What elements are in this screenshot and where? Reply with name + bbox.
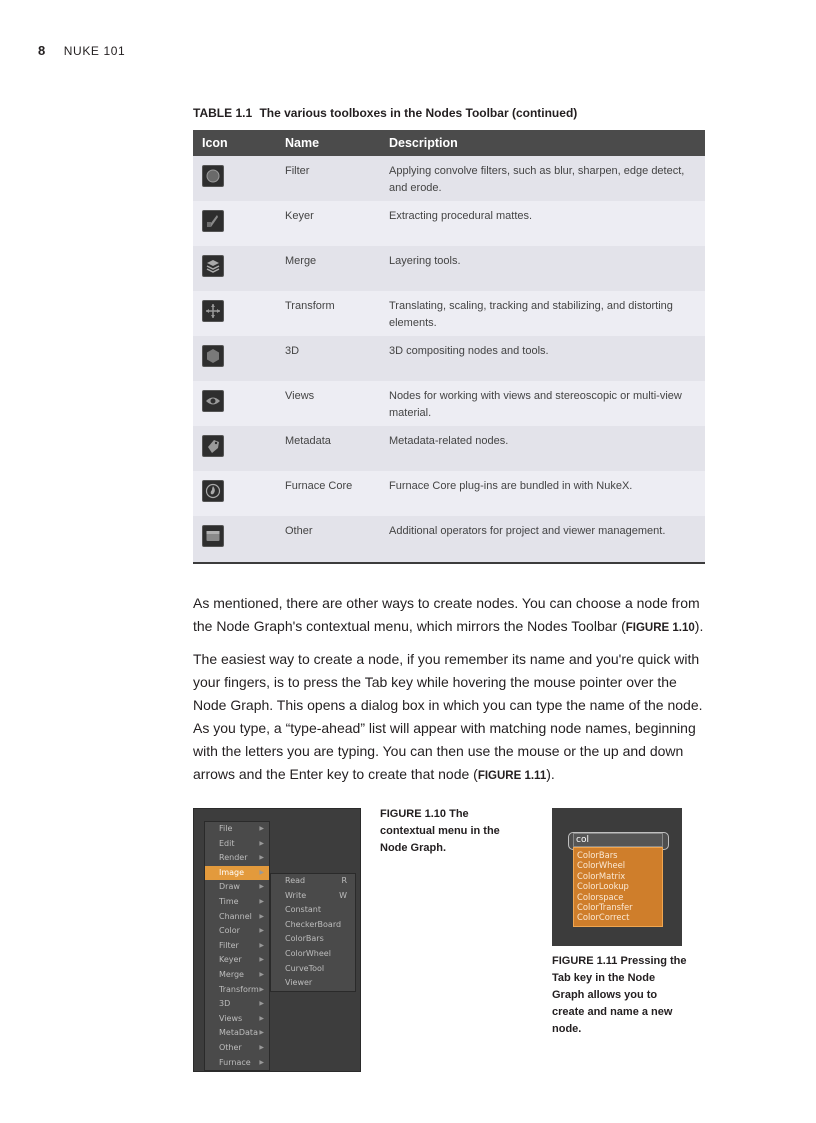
para2-text: The easiest way to create a node, if you remember its name and you're quick with your fingers, is to press the Tab key while hovering the mouse pointer over the Node Graph. This opens a dialog box in which you can type the name of the node. As you type, a “type-ahead” list will appear with matching node names, beginning with the letters you are typing. You can then use the mouse or the up and down arrows and the Enter key to create that node (: [193, 651, 703, 782]
table-row: [193, 471, 705, 516]
table-row: [193, 426, 705, 471]
row-description: Layering tools.: [389, 255, 461, 267]
row-description: Furnace Core plug-ins are bundled in with NukeX.: [389, 480, 633, 492]
chevron-right-icon: ▶: [259, 854, 264, 862]
row-description: Applying convolve filters, such as blur, sharpen, edge detect, and erode.: [389, 165, 685, 194]
typeahead-list: [573, 847, 663, 927]
image-submenu: [270, 873, 356, 992]
typeahead-item[interactable]: ColorWheel: [577, 860, 626, 871]
chevron-right-icon: ▶: [259, 1058, 264, 1066]
figure-1-10-label: FIGURE 1.10: [380, 808, 447, 820]
menu-item-metadata[interactable]: MetaData ▶: [205, 1026, 269, 1041]
book-title: NUKE 101: [63, 44, 126, 58]
typeahead-item[interactable]: ColorLookup: [577, 881, 629, 892]
menu-item-keyer[interactable]: Keyer ▶: [205, 953, 269, 968]
keyer-icon: [202, 210, 224, 232]
3d-icon: [202, 345, 224, 367]
submenu-item-read[interactable]: Read R: [285, 876, 347, 885]
submenu-item-viewer[interactable]: Viewer: [285, 978, 313, 988]
table-row: [193, 291, 705, 336]
toolbox-table: [193, 130, 705, 564]
para1-text: As mentioned, there are other ways to create nodes. You can choose a node from the Node Graph's contextual menu, which mirrors the Nodes Toolbar (: [193, 595, 700, 634]
chevron-right-icon: ▶: [259, 941, 264, 949]
transform-icon: [202, 300, 224, 322]
row-name: Merge: [285, 255, 317, 267]
typeahead-item[interactable]: ColorBars: [577, 850, 618, 860]
figure-1-10-text: The contextual menu in the Node Graph.: [380, 808, 500, 854]
chevron-right-icon: ▶: [259, 912, 264, 920]
other-icon: [202, 525, 224, 547]
chevron-right-icon: ▶: [259, 1000, 264, 1008]
chevron-right-icon: ▶: [259, 1014, 264, 1022]
column-header-name: Name: [285, 130, 389, 156]
row-name: Furnace Core: [285, 480, 353, 492]
menu-item-3d[interactable]: 3D ▶: [205, 997, 269, 1012]
row-name: Keyer: [285, 210, 314, 222]
row-name: 3D: [285, 345, 300, 357]
menu-item-furnace[interactable]: Furnace ▶: [205, 1056, 269, 1071]
column-header-icon: Icon: [193, 130, 285, 156]
figure-ref-1-10: FIGURE 1.10: [625, 622, 695, 634]
menu-item-transform[interactable]: Transform ▶: [205, 983, 269, 998]
menu-item-render[interactable]: Render ▶: [205, 851, 269, 866]
menu-item-merge[interactable]: Merge ▶: [205, 968, 269, 983]
table-row: [193, 201, 705, 246]
submenu-item-checkerboard[interactable]: CheckerBoard: [285, 919, 342, 929]
metadata-icon: [202, 435, 224, 457]
submenu-item-curvetool[interactable]: CurveTool: [285, 963, 325, 973]
row-name: Views: [285, 390, 315, 402]
table-row: [193, 246, 705, 291]
menu-item-other[interactable]: Other ▶: [205, 1041, 269, 1056]
menu-item-file[interactable]: File ▶: [205, 822, 269, 837]
chevron-right-icon: ▶: [259, 1043, 264, 1051]
filter-icon: [202, 165, 224, 187]
row-description: Extracting procedural mattes.: [389, 210, 533, 222]
views-icon: [202, 390, 224, 412]
submenu-item-colorbars[interactable]: ColorBars: [285, 934, 324, 944]
chevron-right-icon: ▶: [259, 897, 264, 905]
submenu-item-write[interactable]: Write W: [285, 890, 347, 900]
submenu-item-constant[interactable]: Constant: [285, 905, 321, 915]
chevron-right-icon: ▶: [259, 927, 264, 935]
menu-item-color[interactable]: Color ▶: [205, 924, 269, 939]
submenu-item-colorwheel[interactable]: ColorWheel: [285, 948, 331, 958]
table-caption-label: TABLE 1.1: [193, 106, 253, 120]
table-row: [193, 336, 705, 381]
menu-item-image[interactable]: Image ▶: [205, 866, 269, 881]
column-header-description: Description: [389, 130, 705, 156]
context-menu: [204, 821, 270, 1071]
merge-icon: [202, 255, 224, 277]
typeahead-item[interactable]: Colorspace: [577, 891, 624, 902]
table-row: [193, 156, 705, 201]
chevron-right-icon: ▶: [259, 883, 264, 891]
typeahead-item[interactable]: ColorMatrix: [577, 870, 626, 881]
figure-ref-1-11: FIGURE 1.11: [477, 770, 547, 782]
table-header-row: [193, 130, 705, 156]
running-head: [38, 43, 125, 58]
chevron-right-icon: ▶: [259, 868, 264, 876]
row-name: Filter: [285, 165, 310, 177]
chevron-right-icon: ▶: [259, 985, 264, 993]
table-caption-text: The various toolboxes in the Nodes Toolbar (continued): [259, 106, 578, 120]
node-name-input[interactable]: col: [573, 833, 663, 847]
chevron-right-icon: ▶: [259, 825, 264, 832]
body-paragraph-1: [193, 592, 713, 640]
table-row: [193, 381, 705, 426]
figure-1-11-screenshot: [552, 808, 682, 946]
typeahead-item[interactable]: ColorTransfer: [577, 901, 633, 912]
figure-1-11-caption: [552, 953, 687, 1038]
menu-item-filter[interactable]: Filter ▶: [205, 939, 269, 954]
row-description: 3D compositing nodes and tools.: [389, 345, 549, 357]
figure-1-11-text: Pressing the Tab key in the Node Graph allows you to create and name a new node.: [552, 955, 687, 1035]
menu-item-time[interactable]: Time ▶: [205, 895, 269, 910]
row-description: Additional operators for project and viewer management.: [389, 525, 666, 537]
furnace-core-icon: [202, 480, 224, 502]
table-row: [193, 516, 705, 563]
figure-1-10-caption: [380, 806, 505, 857]
figure-1-11-label: FIGURE 1.11: [552, 955, 618, 967]
chevron-right-icon: ▶: [259, 970, 264, 978]
menu-item-edit[interactable]: Edit ▶: [205, 837, 269, 852]
page-number: 8: [38, 43, 46, 58]
figure-1-10-screenshot: [193, 808, 361, 1072]
row-description: Translating, scaling, tracking and stabilizing, and distorting elements.: [389, 300, 673, 329]
table-caption: [193, 106, 577, 120]
row-description: Nodes for working with views and stereoscopic or multi-view material.: [389, 390, 682, 419]
typeahead-item[interactable]: ColorCorrect: [577, 912, 630, 923]
chevron-right-icon: ▶: [259, 1029, 264, 1037]
row-description: Metadata-related nodes.: [389, 435, 509, 447]
menu-item-channel[interactable]: Channel ▶: [205, 910, 269, 925]
body-paragraph-2: [193, 648, 713, 788]
chevron-right-icon: ▶: [259, 956, 264, 964]
row-name: Transform: [285, 300, 335, 312]
chevron-right-icon: ▶: [259, 839, 264, 847]
para2-end: ).: [546, 766, 555, 782]
row-name: Metadata: [285, 435, 331, 447]
row-name: Other: [285, 525, 313, 537]
para1-end: ).: [694, 618, 704, 634]
menu-item-views[interactable]: Views ▶: [205, 1012, 269, 1027]
menu-item-draw[interactable]: Draw ▶: [205, 880, 269, 895]
